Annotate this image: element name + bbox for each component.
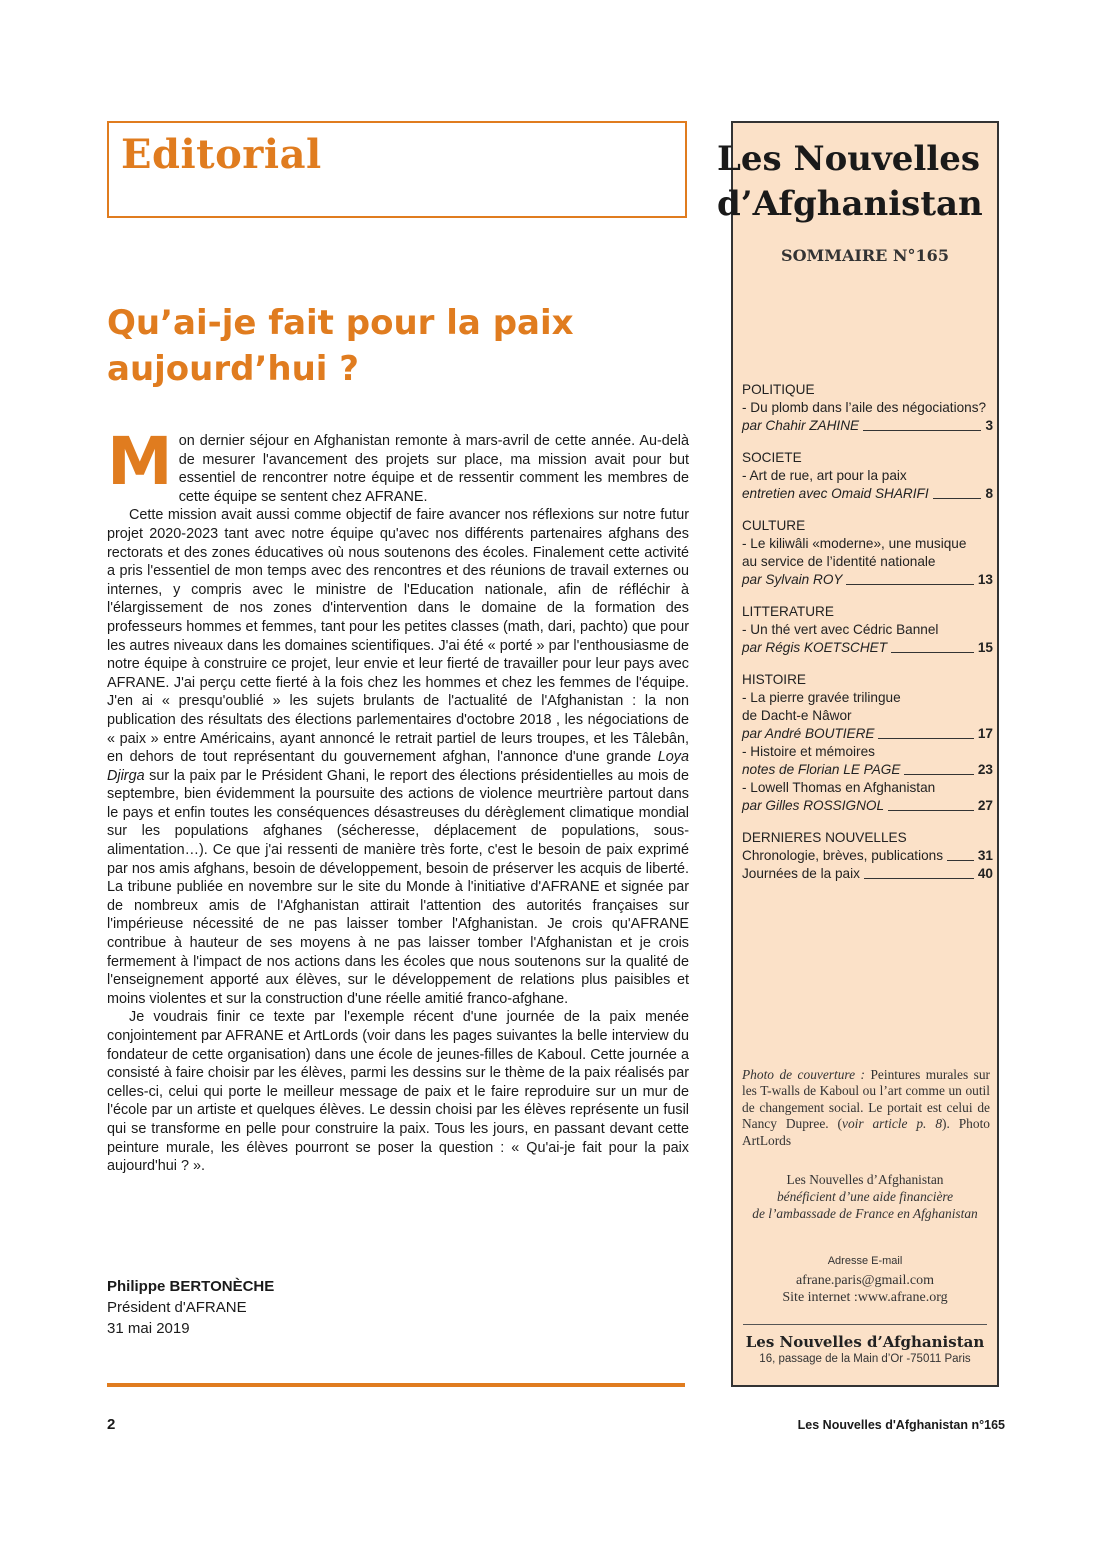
toc-item[interactable] <box>742 743 993 779</box>
page-number: 2 <box>107 1416 116 1433</box>
bottom-divider <box>107 1383 685 1387</box>
article-paragraph: Mon dernier séjour en Afghanistan remonte à mars-avril de cette année. Au-delà de mesurer l'avancement des projets sur place, ma mission avait pour but essentiel de rencontrer notre équipe et de ressentir comment les membres de cette équipe se sentent chez AFRANE. <box>107 423 689 505</box>
toc-entry-line <box>742 761 993 779</box>
sidebar-divider <box>743 1324 987 1325</box>
toc-author: par Régis KOETSCHET <box>742 640 888 655</box>
toc-article-title: - Du plomb dans l’aile des négociations? <box>742 400 987 415</box>
toc-entry-text: Journées de la paix <box>742 866 860 881</box>
toc-entry-line <box>742 847 993 865</box>
toc-page-number: 3 <box>985 418 993 433</box>
sommaire-heading: SOMMAIRE N°165 <box>781 246 949 265</box>
author-role: Président d'AFRANE <box>107 1299 247 1316</box>
toc-page-number: 23 <box>977 762 993 777</box>
toc-leader <box>904 774 973 775</box>
toc-entry-line <box>742 485 993 503</box>
toc-page-number: 31 <box>977 848 993 863</box>
toc-leader <box>947 860 974 861</box>
toc-section-heading: HISTOIRE <box>742 672 806 687</box>
toc-section-heading: LITTERATURE <box>742 604 834 619</box>
toc-author: par Gilles ROSSIGNOL <box>742 798 885 813</box>
toc-entry-text: Chronologie, brèves, publications <box>742 848 944 863</box>
toc-item[interactable] <box>742 449 993 503</box>
article-body <box>107 423 689 1176</box>
toc-leader <box>863 430 981 431</box>
toc-page-number: 40 <box>977 866 993 881</box>
publisher-name: Les Nouvelles d’Afghanistan <box>745 1333 985 1351</box>
toc-section-heading: DERNIERES NOUVELLES <box>742 830 907 845</box>
publisher-address: 16, passage de la Main d’Or -75011 Paris <box>759 1353 971 1365</box>
toc-entry-line <box>742 725 993 743</box>
signature-date: 31 mai 2019 <box>107 1320 190 1337</box>
toc-article-title: - Histoire et mémoires <box>742 744 875 759</box>
toc-item[interactable] <box>742 381 993 435</box>
toc-item[interactable] <box>742 603 993 657</box>
toc-section-heading: SOCIETE <box>742 450 802 465</box>
contact-block <box>731 1253 999 1306</box>
toc-entry-line <box>742 571 993 589</box>
toc-item[interactable] <box>742 829 993 865</box>
toc-author: notes de Florian LE PAGE <box>742 762 901 777</box>
toc-entry-line <box>742 865 993 883</box>
toc-leader <box>933 498 982 499</box>
toc-article-title: - Le kiliwâli «moderne», une musique <box>742 536 967 551</box>
toc-page-number: 13 <box>977 572 993 587</box>
email-label: Adresse E-mail <box>827 1255 903 1267</box>
email-address[interactable]: afrane.paris@gmail.com <box>795 1273 935 1288</box>
drop-cap: M <box>107 423 173 500</box>
article-headline: Qu’ai-je fait pour la paix aujourd’hui ? <box>107 303 574 389</box>
author-name: Philippe BERTONÈCHE <box>107 1278 275 1295</box>
footer-publication: Les Nouvelles d'Afghanistan n°165 <box>797 1418 1005 1432</box>
signature-block <box>107 1276 274 1339</box>
toc-leader <box>846 584 973 585</box>
toc-author: par Chahir ZAHINE <box>742 418 860 433</box>
toc-item[interactable] <box>742 517 993 589</box>
toc-leader <box>888 810 974 811</box>
toc-author: entretien avec Omaid SHARIFI <box>742 486 929 501</box>
funding-note: Les Nouvelles d’Afghanistan bénéficient d’une aide financière de l’ambassade de France en Afghanistan <box>752 1172 978 1221</box>
toc-author: par André BOUTIERE <box>742 726 875 741</box>
toc-entry-line <box>742 797 993 815</box>
italic-term: Loya Djirga <box>107 749 689 784</box>
toc-entry-line <box>742 417 993 435</box>
toc-article-title: de Dacht-e Nâwor <box>742 708 852 723</box>
article-paragraph: Cette mission avait aussi comme objectif de faire avancer nos réflexions sur notre futur projet 2020-2023 tant avec notre équipe qu'avec nos différents partenaires afghans des rectorats et des zones éducatives où nous soutenons des écoles. Finalement cette activité a pris l'essentiel de mon temps avec des rencontres et des réunions de travail externes ou internes, y compris avec le ministre de l'Education nationale, afin de réfléchir à l'élargissement de nos zones d'intervention dans le domaine de la formation des professeurs hommes et femmes, tant pour les petites classes (math, dari, pachto) que pour les autres niveaux dans les domaines scientifiques. J'ai été « porté » par l'enthousiasme de notre équipe à construire ce projet, leur envie et leur fierté de travailler pour leur pays avec AFRANE. J'ai perçu cette fierté à la fois chez les hommes et chez les femmes de l'équipe. J'en ai « presqu'oublié » les sujets brulants de l'actualité de l'Afghanistan : la non publication des résultats des élections parlementaires d'octobre 2018 , les négociations de « paix » entre Américains, ayant annoncé le retrait partiel de leurs troupes, et les Tâlebân, en dehors de tout représentant du gouvernement afghan, l'annonce d'une grande Loya Djirga sur la paix par le Président Ghani, le report des élections présidentielles au mois de septembre, bien évidemment la poursuite des actions de violence meurtrière partout dans le pays et enfin toutes les conséquences désastreuses du dérèglement climatique mondial sur les populations afghanes (sécheresse, déplacement de populations, sous-alimentation…). Ce que j'ai ressenti de manière très forte, c'est le besoin de paix exprimé par nos amis afghans, besoin de développement, besoin de préserver les acquis de liberté. La tribune publiée en novembre sur le site du Monde à l'initiative d'AFRANE et signée par de nombreux amis de l'Afghanistan attirait l'attention des autorités françaises sur l'impérieuse nécessité de ne pas laisser tomber l'Afghanistan. Je crois qu'AFRANE contribue à hauteur de ses moyens à ne pas laisser tomber l'Afghanistan et je crois fermement à l'impact de nos actions dans les écoles que nous soutenons sur la qualité de l'enseignement apporté aux élèves, sur le développement de relations plus paisibles et moins violentes et sur la construction d'une réelle amitié franco-afghane. <box>107 507 689 1007</box>
editorial-header-box <box>107 121 687 218</box>
toc-entry-line <box>742 639 993 657</box>
toc-page-number: 15 <box>977 640 993 655</box>
toc-article-title: - Un thé vert avec Cédric Bannel <box>742 622 939 637</box>
toc-item[interactable] <box>742 779 993 815</box>
magazine-title: Les Nouvelles d’Afghanistan <box>717 139 983 224</box>
article-paragraph: Je voudrais finir ce texte par l'exemple récent d'une journée de la paix menée conjointement par AFRANE et ArtLords (voir dans les pages suivantes la belle interview du fondateur de cette organisation) dans une école de jeunes-filles de Kaboul. Cette journée a consisté à faire choisir par les élèves, parmi les dessins sur le thème de la paix réalisés par celles-ci, celui qui porte le meilleur message de paix et le faire reproduire sur un mur de l'école par un artiste et quelques élèves. Le dessin choisi par les élèves représente un fusil qui se transforme en pelle pour construire la paix. Tous les jours, en passant devant cette peinture murale, les élèves pourront se poser la question : « Qu'ai-je fait pour la paix aujourd'hui ? ». <box>107 1009 689 1175</box>
toc-author: par Sylvain ROY <box>742 572 843 587</box>
toc-article-title: au service de l’identité nationale <box>742 554 936 569</box>
toc-article-title: - La pierre gravée trilingue <box>742 690 901 705</box>
toc-leader <box>864 878 974 879</box>
toc-page-number: 8 <box>985 486 993 501</box>
toc-leader <box>891 652 974 653</box>
table-of-contents <box>742 381 993 897</box>
publisher-block <box>731 1333 999 1365</box>
toc-article-title: - Art de rue, art pour la paix <box>742 468 907 483</box>
toc-page-number: 17 <box>977 726 993 741</box>
editorial-label: Editorial <box>121 131 322 178</box>
toc-item[interactable] <box>742 865 993 883</box>
toc-leader <box>878 738 973 739</box>
toc-item[interactable] <box>742 671 993 743</box>
website-link[interactable]: Site internet :www.afrane.org <box>782 1290 948 1305</box>
cover-photo-note: Photo de couverture : Peintures murales sur les T-walls de Kaboul ou l’art comme un outil de changement social. Le portait est celui de Nancy Dupree. (voir article p. 8). Photo ArtLords <box>742 1067 990 1148</box>
toc-article-title: - Lowell Thomas en Afghanistan <box>742 780 936 795</box>
toc-page-number: 27 <box>977 798 993 813</box>
toc-section-heading: CULTURE <box>742 518 806 533</box>
toc-section-heading: POLITIQUE <box>742 382 815 397</box>
